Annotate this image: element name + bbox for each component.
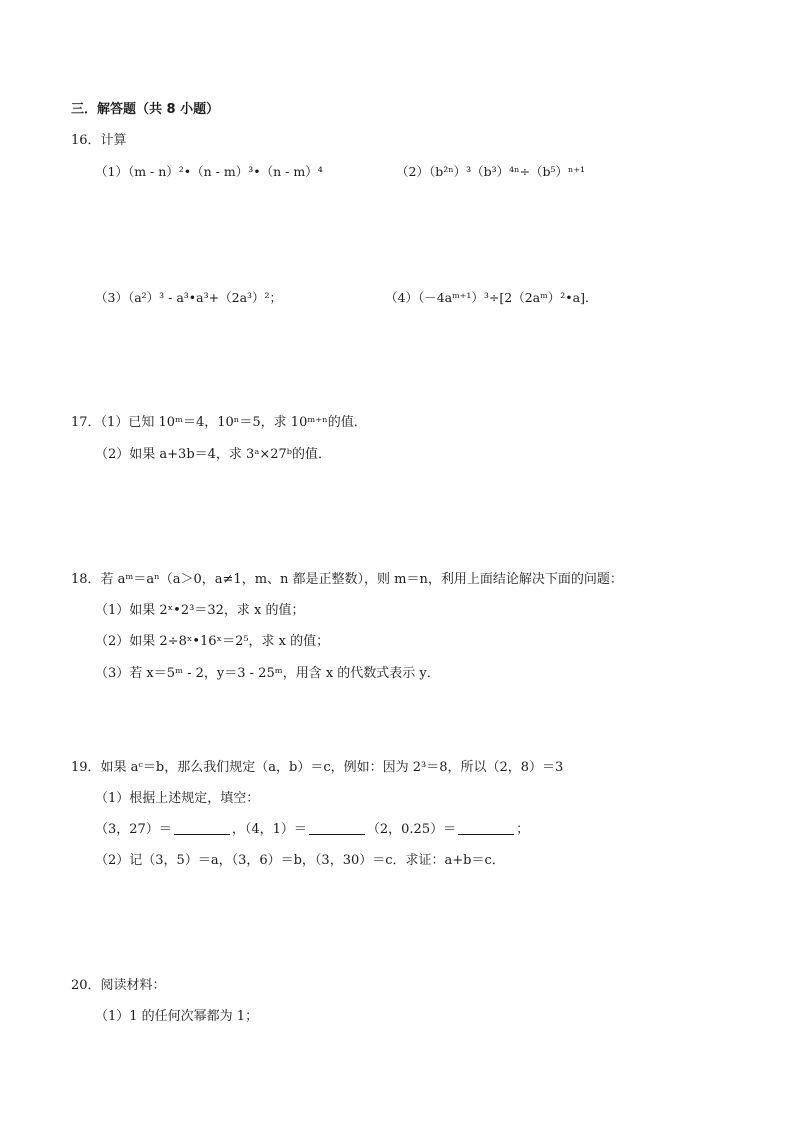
q17-part1: 17．（1）已知 10ᵐ＝4，10ⁿ＝5，求 10ᵐ⁺ⁿ的值． xyxy=(71,415,367,430)
q18-part1: （1）如果 2ˣ•2³＝32，求 x 的值； xyxy=(95,603,305,618)
q18-part3: （3）若 x＝5ᵐ - 2，y＝3 - 25ᵐ，用含 x 的代数式表示 y． xyxy=(95,666,440,681)
q19-fill-b-label: ，（4，1）＝ xyxy=(231,822,307,837)
q19-fill-line xyxy=(95,821,529,839)
section-title: 三．解答题（共 8 小题） xyxy=(71,102,220,117)
q19-part1: （1）根据上述规定，填空： xyxy=(95,791,260,806)
q16-part4: （4）（－4aᵐ⁺¹）³÷[2（2aᵐ）²•a]． xyxy=(385,290,598,305)
q19-fill-a-label: （3，27）＝ xyxy=(95,822,172,837)
q18-part2: （2）如果 2÷8ˣ•16ˣ＝2⁵，求 x 的值； xyxy=(95,634,330,649)
answer-blank-2[interactable] xyxy=(309,821,365,835)
q17-part2: （2）如果 a+3b＝4，求 3ᵃ×27ᵇ的值． xyxy=(95,447,331,462)
q16-part3: （3）（a²）³ - a³•a³+（2a³）²； xyxy=(95,290,283,305)
q19-fill-end: ； xyxy=(516,822,530,837)
q16-part2: （2）（b²ⁿ）³（b³）⁴ⁿ÷（b⁵）ⁿ⁺¹ xyxy=(396,164,586,179)
q18-stem: 18．若 aᵐ＝aⁿ（a＞0，a≠1，m、n 都是正整数），则 m＝n，利用上面结论解决下面的问题： xyxy=(71,572,623,587)
q19-fill-c-label: （2，0.25）＝ xyxy=(366,822,457,837)
q20-part1: （1）1 的任何次幂都为 1； xyxy=(95,1009,259,1024)
q19-part2: （2）记（3，5）＝a，（3，6）＝b，（3，30）＝c．求证：a+b＝c． xyxy=(95,853,505,868)
q16-part1: （1）（m - n）²•（n - m）³•（n - m）⁴ xyxy=(95,164,323,179)
q19-stem: 19．如果 aᶜ＝b，那么我们规定（a，b）＝c，例如：因为 2³＝8，所以（2，8）＝3 xyxy=(71,760,564,775)
q20-stem: 20．阅读材料： xyxy=(71,978,166,993)
q16-stem: 16．计算 xyxy=(71,133,127,148)
answer-blank-3[interactable] xyxy=(458,821,514,835)
answer-blank-1[interactable] xyxy=(174,821,230,835)
